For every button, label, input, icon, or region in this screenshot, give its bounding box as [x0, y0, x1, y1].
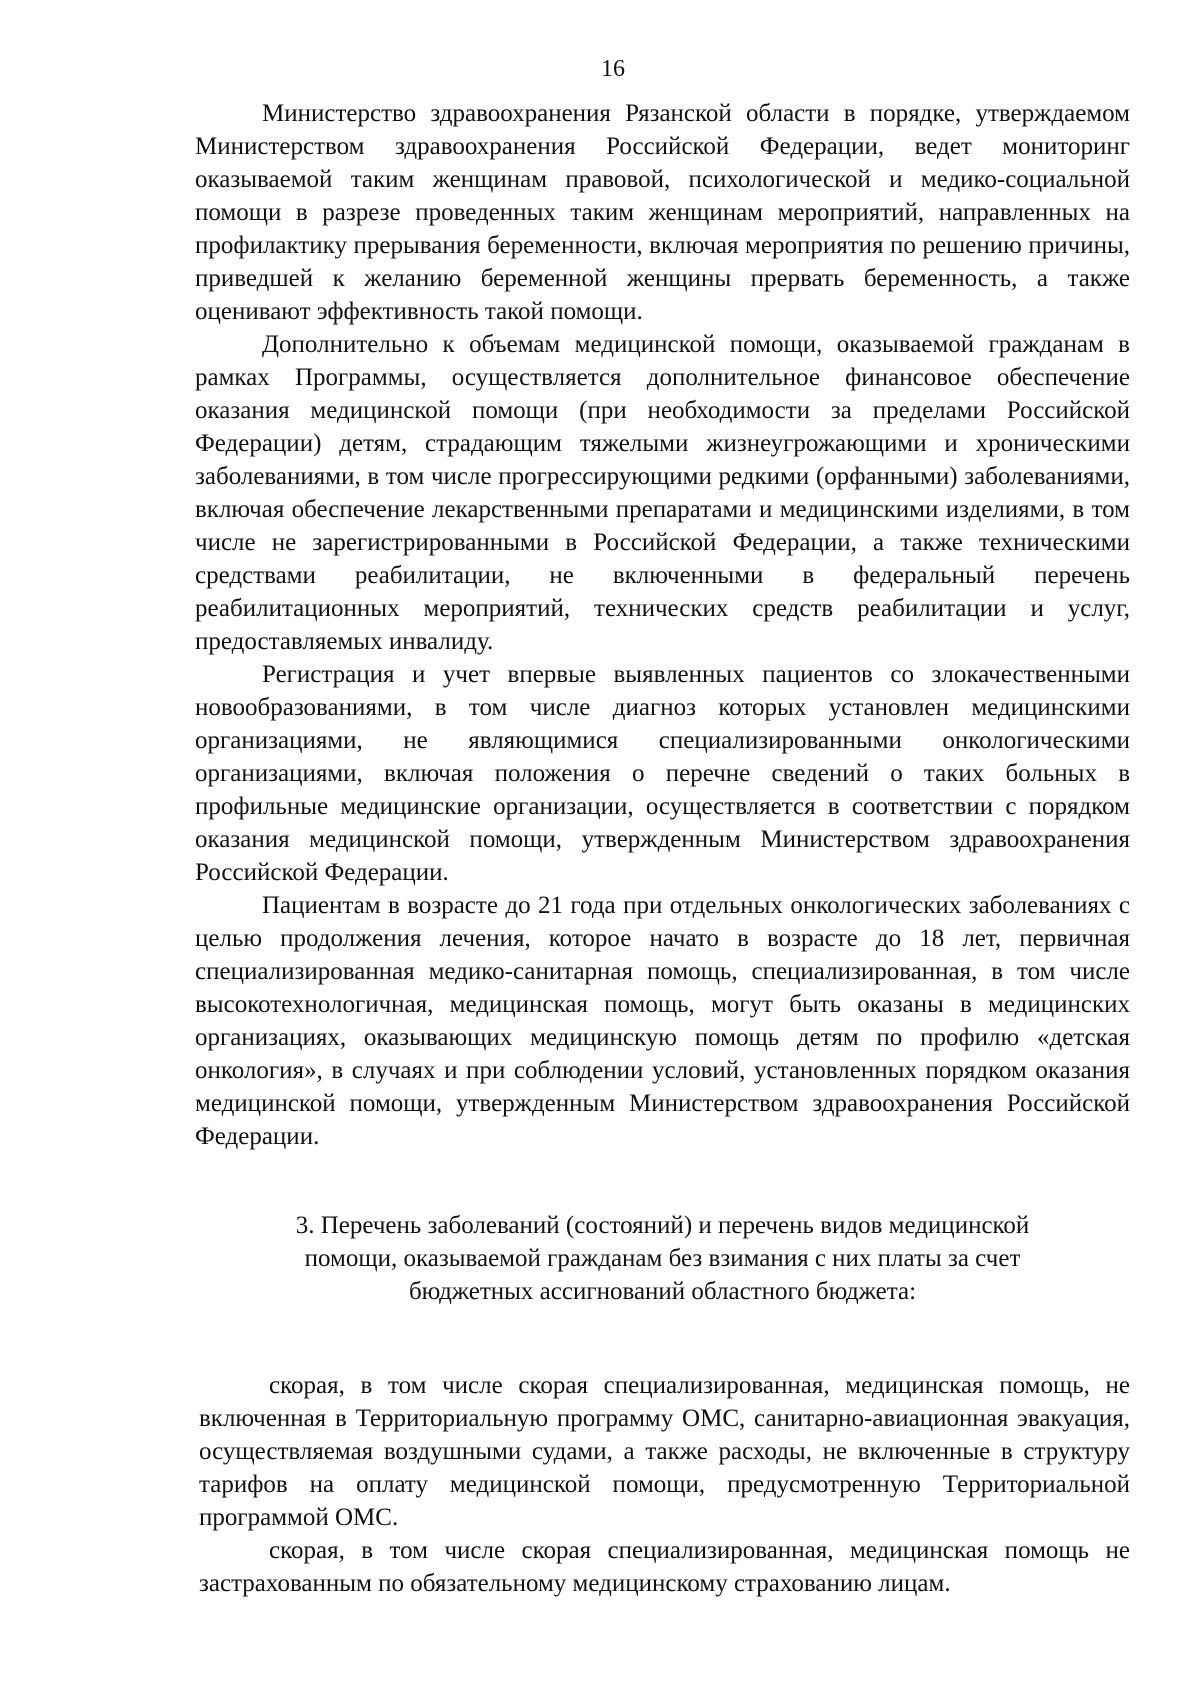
section-text [199, 1369, 1130, 1600]
section-heading-line: бюджетных ассигнований областного бюджета: [408, 1278, 917, 1305]
section-heading-line: помощи, оказываемой гражданам без взимания с них платы за счет [304, 1245, 1021, 1272]
paragraph-patients-under-21: Пациентам в возрасте до 21 года при отдельных онкологических заболеваниях с целью продолжения лечения, которое начато в возрасте до 18 лет, первичная специализированная медико-санитарная помощь, специализированная, в том числе высокотехнологичная, медицинская помощь, могут быть оказаны в медицинских организациях, оказывающих медицинскую помощь детям по профилю «детская онкология», в случаях и при соблюдении условий, установленных порядком оказания медицинской помощи, утвержденным Министерством здравоохранения Российской Федерации. [195, 892, 1130, 1150]
section-heading [190, 1209, 1135, 1308]
paragraph-emergency-care-2: скорая, в том числе скорая специализированная, медицинская помощь не застрахованным по обязательному медицинскому страхованию лицам. [199, 1537, 1130, 1597]
paragraph-monitoring: Министерство здравоохранения Рязанской области в порядке, утверждаемом Министерством здравоохранения Российской Федерации, ведет мониторинг оказываемой таким женщинам правовой, психологической и медико-социальной помощи в разрезе проведенных таким женщинам мероприятий, направленных на профилактику прерывания беременности, включая мероприятия по решению причины, приведшей к желанию беременной женщины прервать беременность, а также оценивают эффективность такой помощи. [195, 100, 1130, 325]
paragraph-registration: Регистрация и учет впервые выявленных пациентов со злокачественными новообразованиями, в том числе диагноз которых установлен медицинскими организациями, не являющимися специализированными онкологическими организациями, включая положения о перечне сведений о таких больных в профильные медицинские организации, осуществляется в соответствии с порядком оказания медицинской помощи, утвержденным Министерством здравоохранения Российской Федерации. [195, 661, 1130, 886]
page-number: 16 [601, 56, 625, 82]
paragraph-additional-financing: Дополнительно к объемам медицинской помощи, оказываемой гражданам в рамках Программы, осуществляется дополнительное финансовое обеспечение оказания медицинской помощи (при необходимости за пределами Российской Федерации) детям, страдающим тяжелыми жизнеугрожающими и хроническими заболеваниями, в том числе прогрессирующими редкими (орфанными) заболеваниями, включая обеспечение лекарственными препаратами и медицинскими изделиями, в том числе не зарегистрированными в Российской Федерации, а также техническими средствами реабилитации, не включенными в федеральный перечень реабилитационных мероприятий, технических средств реабилитации и услуг, предоставляемых инвалиду. [195, 331, 1130, 655]
paragraph-emergency-care-1: скорая, в том числе скорая специализированная, медицинская помощь, не включенная в Территориальную программу ОМС, санитарно-авиационная эвакуация, осуществляемая воздушными судами, а также расходы, не включенные в структуру тарифов на оплату медицинской помощи, предусмотренную Территориальной программой ОМС. [199, 1372, 1130, 1531]
main-text [195, 97, 1130, 1153]
section-heading-line: 3. Перечень заболеваний (состояний) и перечень видов медицинской [295, 1212, 1030, 1239]
